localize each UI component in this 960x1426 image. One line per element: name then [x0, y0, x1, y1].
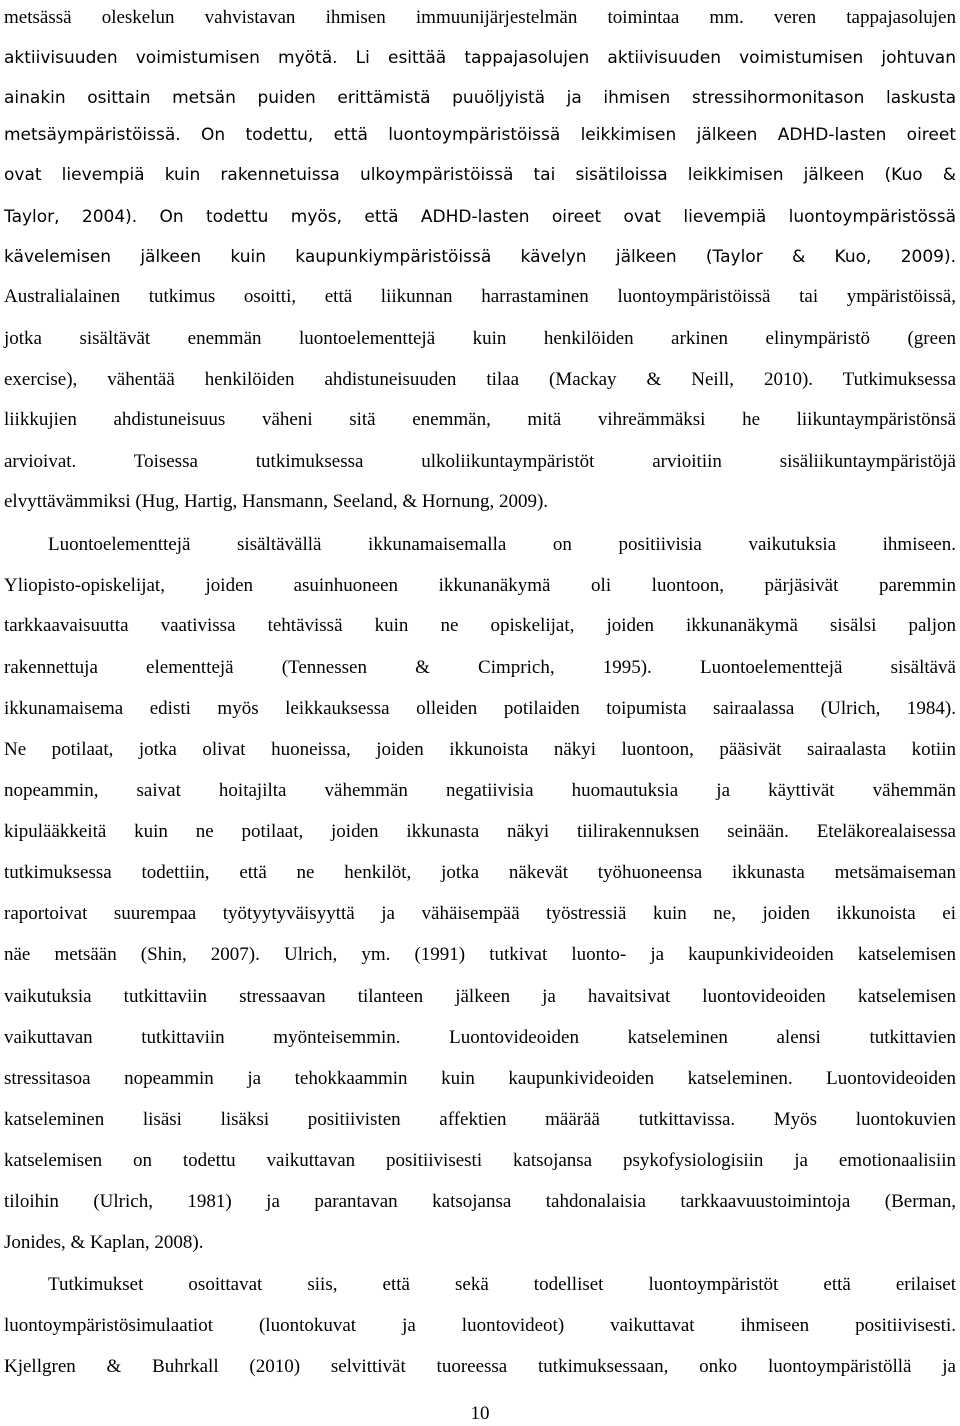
text-line: arvioivat. Toisessa tutkimuksessa ulkoliikuntaympäristöt arvioitiin sisäliikuntaympäristöjä — [4, 451, 956, 472]
text-line: tutkimuksessa todettiin, että ne henkilöt, jotka näkevät työhuoneensa ikkunasta metsämaiseman — [4, 862, 956, 883]
text-line: katseleminen lisäsi lisäksi positiivisten affektien määrää tutkittavissa. Myös luontokuvien — [4, 1109, 956, 1130]
text-line: näe metsään (Shin, 2007). Ulrich, ym. (1991) tutkivat luonto- ja kaupunkivideoiden katselemisen — [4, 944, 956, 965]
text-line: ainakin osittain metsän puiden erittämistä puuöljyistä ja ihmisen stressihormonitason laskusta — [4, 88, 956, 108]
text-line: tarkkaavaisuutta vaativissa tehtävissä kuin ne opiskelijat, joiden ikkunanäkymä sisälsi paljon — [4, 615, 956, 636]
text-line: luontoympäristösimulaatiot (luontokuvat ja luontovideot) vaikuttavat ihmiseen positiivisesti. — [4, 1315, 956, 1336]
text-line: ikkunamaisema edisti myös leikkauksessa olleiden potilaiden toipumista sairaalassa (Ulrich, 1984). — [4, 698, 956, 719]
text-line: vaikuttavan tutkittaviin myönteisemmin. Luontovideoiden katseleminen alensi tutkittavien — [4, 1027, 956, 1048]
text-line: metsässä oleskelun vahvistavan ihmisen immuunijärjestelmän toimintaa mm. veren tappajasolujen — [4, 7, 956, 28]
text-line: kävelemisen jälkeen kuin kaupunkiympäristöissä kävelyn jälkeen (Taylor & Kuo, 2009). — [4, 247, 956, 267]
text-line: liikkujien ahdistuneisuus väheni sitä enemmän, mitä vihreämmäksi he liikuntaympäristönsä — [4, 409, 956, 430]
text-line: Jonides, & Kaplan, 2008). — [4, 1232, 204, 1253]
text-line: ovat lievempiä kuin rakennetuissa ulkoympäristöissä tai sisätiloissa leikkimisen jälkeen (Kuo & — [4, 165, 956, 185]
text-line: Ne potilaat, jotka olivat huoneissa, joiden ikkunoista näkyi luontoon, pääsivät sairaalasta kotiin — [4, 739, 956, 760]
text-line: elvyttävämmiksi (Hug, Hartig, Hansmann, Seeland, & Hornung, 2009). — [4, 491, 549, 512]
page-number: 10 — [470, 1403, 490, 1424]
text-line: kipulääkkeitä kuin ne potilaat, joiden ikkunasta näkyi tiilirakennuksen seinään. Eteläkorealaisessa — [4, 821, 956, 842]
text-line: jotka sisältävät enemmän luontoelementtejä kuin henkilöiden arkinen elinympäristö (green — [4, 328, 956, 349]
text-line: tiloihin (Ulrich, 1981) ja parantavan katsojansa tahdonalaisia tarkkaavuustoimintoja (Berman, — [4, 1191, 956, 1212]
text-line: Australialainen tutkimus osoitti, että liikunnan harrastaminen luontoympäristöissä tai ympäristöissä, — [4, 286, 956, 307]
text-line: Yliopisto-opiskelijat, joiden asuinhuoneen ikkunanäkymä oli luontoon, pärjäsivät paremmin — [4, 575, 956, 596]
text-line: Taylor, 2004). On todettu myös, että ADHD-lasten oireet ovat lievempiä luontoympäristössä — [4, 207, 956, 227]
text-line: rakennettuja elementtejä (Tennessen & Cimprich, 1995). Luontoelementtejä sisältävä — [4, 657, 956, 678]
text-line: exercise), vähentää henkilöiden ahdistuneisuuden tilaa (Mackay & Neill, 2010). Tutkimuksessa — [4, 369, 956, 390]
text-line: aktiivisuuden voimistumisen myötä. Li esittää tappajasolujen aktiivisuuden voimistumisen johtuvan — [4, 48, 956, 68]
text-line: katselemisen on todettu vaikuttavan positiivisesti katsojansa psykofysiologisiin ja emotionaalisiin — [4, 1150, 956, 1171]
text-line: Tutkimukset osoittavat siis, että sekä todelliset luontoympäristöt että erilaiset — [48, 1274, 956, 1295]
text-line: stressitasoa nopeammin ja tehokkaammin kuin kaupunkivideoiden katseleminen. Luontovideoiden — [4, 1068, 956, 1089]
text-line: nopeammin, saivat hoitajilta vähemmän negatiivisia huomautuksia ja käyttivät vähemmän — [4, 780, 956, 801]
text-line: Luontoelementtejä sisältävällä ikkunamaisemalla on positiivisia vaikutuksia ihmiseen. — [48, 534, 956, 555]
text-line: metsäympäristöissä. On todettu, että luontoympäristöissä leikkimisen jälkeen ADHD-lasten oireet — [4, 125, 956, 145]
text-line: vaikutuksia tutkittaviin stressaavan tilanteen jälkeen ja havaitsivat luontovideoiden katselemisen — [4, 986, 956, 1007]
text-line: raportoivat suurempaa työtyytyväisyyttä ja vähäisempää työstressiä kuin ne, joiden ikkunoista ei — [4, 903, 956, 924]
text-line: Kjellgren & Buhrkall (2010) selvittivät tuoreessa tutkimuksessaan, onko luontoympäristöllä ja — [4, 1356, 956, 1377]
